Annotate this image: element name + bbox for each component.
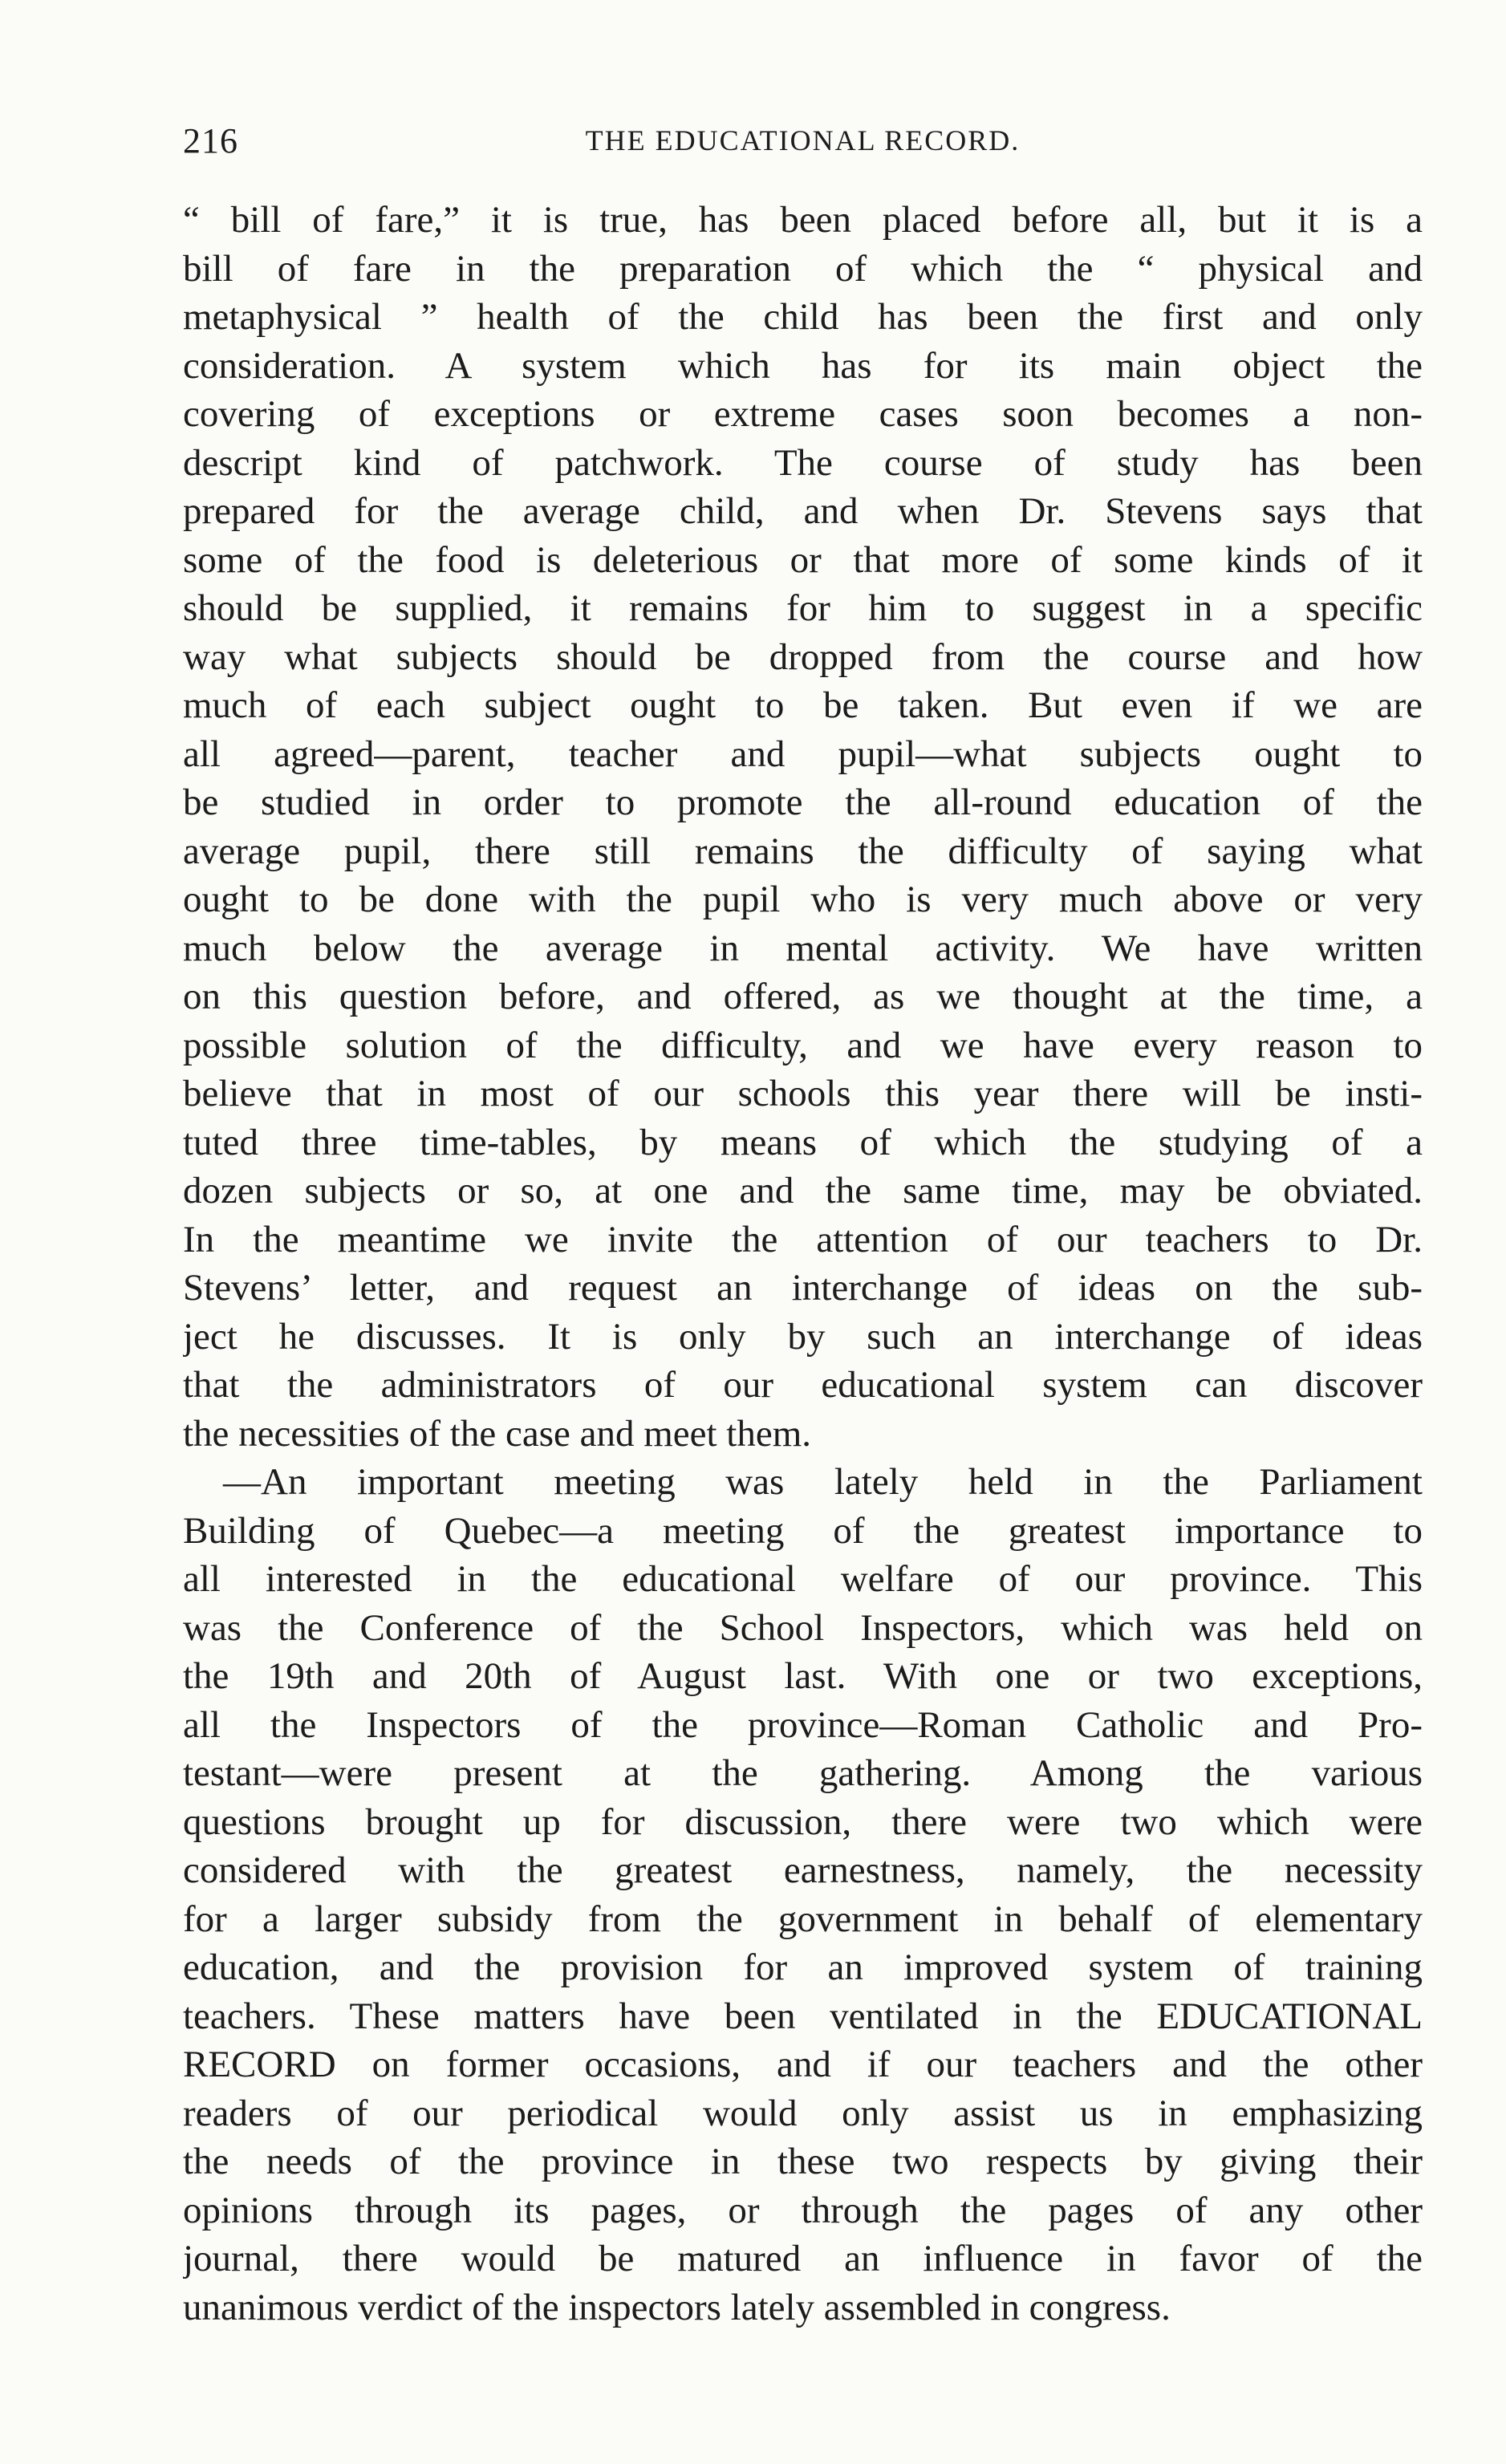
text-line: the 19th and 20th of August last. With one or two exceptions,	[183, 1655, 1423, 1697]
text-line: Stevens’ letter, and request an interchange of ideas on the sub-	[183, 1267, 1423, 1309]
text-line: much below the average in mental activity. We have written	[183, 927, 1423, 969]
text-line: on this question before, and offered, as we thought at the time, a	[183, 976, 1423, 1017]
text-line: teachers. These matters have been ventilated in the EDUCATIONAL	[183, 1995, 1423, 2037]
text-line: bill of fare in the preparation of which the “ physical and	[183, 247, 1423, 290]
text-line: questions brought up for discussion, there were two which were	[183, 1800, 1423, 1843]
text-line: much of each subject ought to be taken. But even if we are	[183, 684, 1423, 726]
text-line: should be supplied, it remains for him to suggest in a specific	[183, 587, 1423, 629]
text-line: journal, there would be matured an influence in favor of the	[183, 2238, 1423, 2279]
text-line: readers of our periodical would only assist us in emphasizing	[183, 2092, 1423, 2134]
text-line: was the Conference of the School Inspectors, which was held on	[183, 1606, 1423, 1649]
text-line: prepared for the average child, and when Dr. Stevens says that	[183, 490, 1423, 532]
running-title: THE EDUCATIONAL RECORD.	[585, 124, 1021, 156]
text-line: all agreed—parent, teacher and pupil—what subjects ought to	[183, 733, 1423, 775]
text-line: —An important meeting was lately held in the Parliament	[223, 1461, 1423, 1503]
text-line: Building of Quebec—a meeting of the greatest importance to	[183, 1509, 1423, 1552]
text-line: RECORD on former occasions, and if our teachers and the other	[183, 2044, 1423, 2085]
text-line: consideration. A system which has for its main object the	[183, 344, 1423, 387]
text-line: opinions through its pages, or through the pages of any other	[183, 2189, 1423, 2231]
text-line: testant—were present at the gathering. Among the various	[183, 1752, 1423, 1794]
text-line: unanimous verdict of the inspectors lately assembled in congress.	[183, 2286, 1171, 2328]
text-line: education, and the provision for an improved system of training	[183, 1946, 1423, 1988]
text-line: descript kind of patchwork. The course of study has been	[183, 441, 1423, 484]
text-line: covering of exceptions or extreme cases soon becomes a non-	[183, 393, 1423, 435]
text-line: be studied in order to promote the all-round education of the	[183, 781, 1423, 823]
text-line: the needs of the province in these two respects by giving their	[183, 2141, 1423, 2182]
text-line: that the administrators of our educational system can discover	[183, 1364, 1423, 1406]
text-line: the necessities of the case and meet them.	[183, 1412, 812, 1455]
text-line: some of the food is deleterious or that more of some kinds of it	[183, 538, 1423, 581]
text-line: way what subjects should be dropped from the course and how	[183, 635, 1423, 678]
text-line: dozen subjects or so, at one and the same time, may be obviated.	[183, 1170, 1423, 1212]
text-line: ject he discusses. It is only by such an interchange of ideas	[183, 1315, 1423, 1358]
text-line: tuted three time-tables, by means of which the studying of a	[183, 1121, 1423, 1163]
page-header	[183, 120, 1423, 177]
text-line: possible solution of the difficulty, and we have every reason to	[183, 1024, 1423, 1066]
paragraph-dr-stevens	[183, 196, 1423, 1458]
text-line: considered with the greatest earnestness, namely, the necessity	[183, 1849, 1423, 1891]
text-line: In the meantime we invite the attention of our teachers to Dr.	[183, 1218, 1423, 1260]
text-line: all the Inspectors of the province—Roman Catholic and Pro-	[183, 1703, 1423, 1746]
page-number: 216	[183, 121, 238, 160]
text-line: metaphysical ” health of the child has been the first and only	[183, 296, 1423, 338]
text-line: “ bill of fare,” it is true, has been placed before all, but it is a	[183, 199, 1423, 241]
text-line: ought to be done with the pupil who is very much above or very	[183, 879, 1423, 920]
text-line: all interested in the educational welfare of our province. This	[183, 1558, 1423, 1600]
text-line: average pupil, there still remains the difficulty of saying what	[183, 830, 1423, 872]
body-text	[183, 196, 1423, 2332]
paragraph-inspectors-conference	[183, 1458, 1423, 2332]
text-line: for a larger subsidy from the government in behalf of elementary	[183, 1898, 1423, 1940]
text-line: believe that in most of our schools this year there will be insti-	[183, 1073, 1423, 1114]
